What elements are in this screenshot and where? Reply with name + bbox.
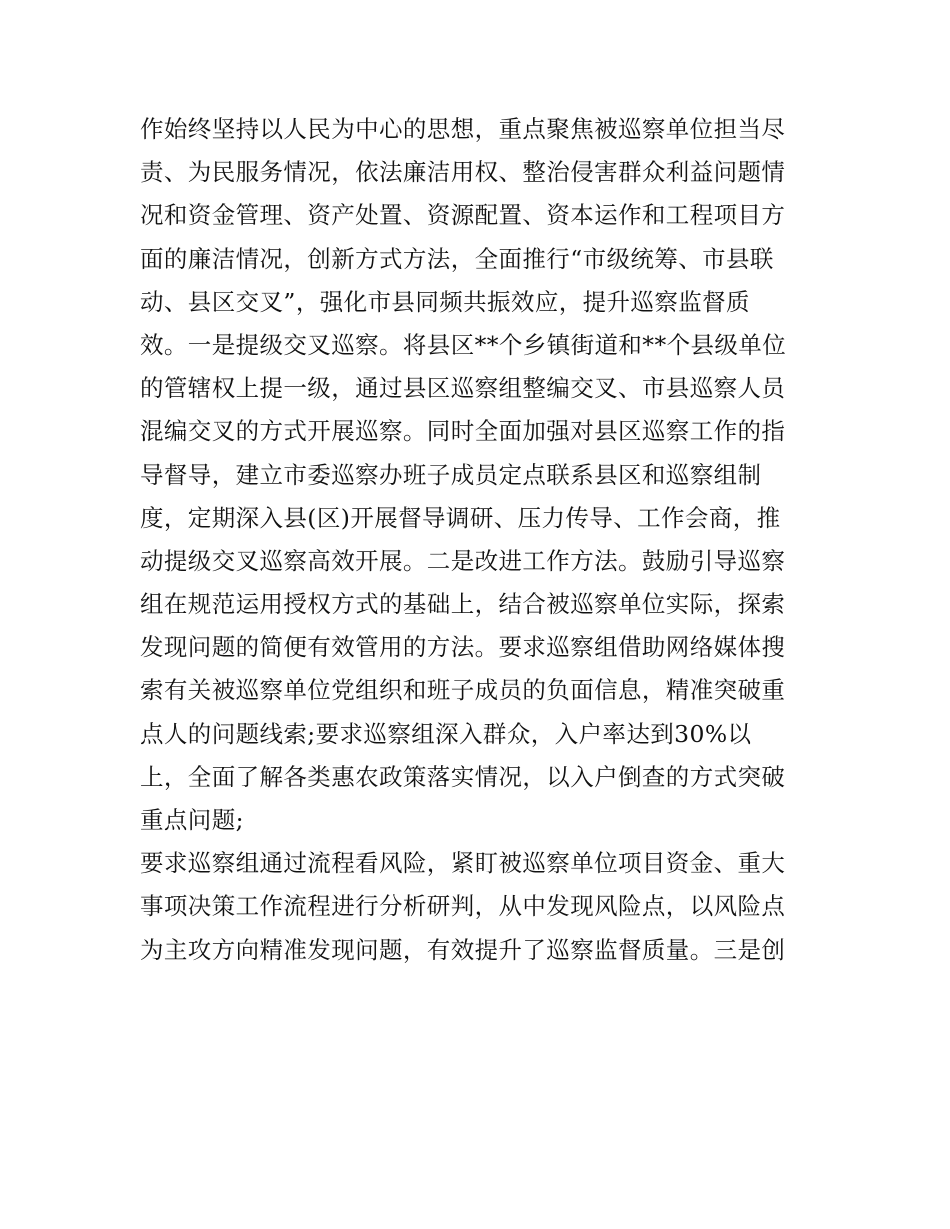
text-line-18: 要求巡察组通过流程看风险，紧盯被巡察单位项目资金、重大 [140, 849, 786, 878]
text-line-15: 点人的问题线索;要求巡察组深入群众，入户率达到30%以 [140, 719, 752, 748]
text-line-14: 索有关被巡察单位党组织和班子成员的负面信息，精准突破重 [140, 676, 786, 705]
text-line-13: 发现问题的简便有效管用的方法。要求巡察组借助网络媒体搜 [140, 633, 786, 662]
text-line-1: 作始终坚持以人民为中心的思想，重点聚焦被巡察单位担当尽 [140, 115, 786, 143]
text-line-3: 况和资金管理、资产处置、资源配置、资本运作和工程项目方 [140, 201, 786, 230]
body-text [140, 108, 840, 972]
text-line-9: 导督导，建立市委巡察办班子成员定点联系县区和巡察组制 [140, 460, 762, 489]
text-line-12: 组在规范运用授权方式的基础上，结合被巡察单位实际，探索 [140, 590, 786, 619]
text-line-5: 动、县区交叉”，强化市县同频共振效应，提升巡察监督质 [140, 287, 750, 316]
text-line-11: 动提级交叉巡察高效开展。二是改进工作方法。鼓励引导巡察 [140, 546, 786, 575]
text-line-19: 事项决策工作流程进行分析研判，从中发现风险点，以风险点 [140, 892, 786, 921]
text-line-8: 混编交叉的方式开展巡察。同时全面加强对县区巡察工作的指 [140, 417, 786, 446]
text-line-6: 效。一是提级交叉巡察。将县区**个乡镇街道和**个县级单位 [140, 330, 787, 359]
text-line-4: 面的廉洁情况，创新方式方法，全面推行“市级统筹、市县联 [140, 244, 774, 273]
text-line-20: 为主攻方向精准发现问题，有效提升了巡察监督质量。三是创 [140, 935, 786, 964]
text-line-17: 重点问题; [140, 806, 244, 834]
text-line-7: 的管辖权上提一级，通过县区巡察组整编交叉、市县巡察人员 [140, 374, 786, 403]
text-line-16: 上，全面了解各类惠农政策落实情况，以入户倒查的方式突破 [140, 762, 786, 791]
text-line-10: 度，定期深入县(区)开展督导调研、压力传导、工作会商，推 [140, 503, 781, 532]
text-line-2: 责、为民服务情况，依法廉洁用权、整治侵害群众利益问题情 [140, 158, 786, 187]
